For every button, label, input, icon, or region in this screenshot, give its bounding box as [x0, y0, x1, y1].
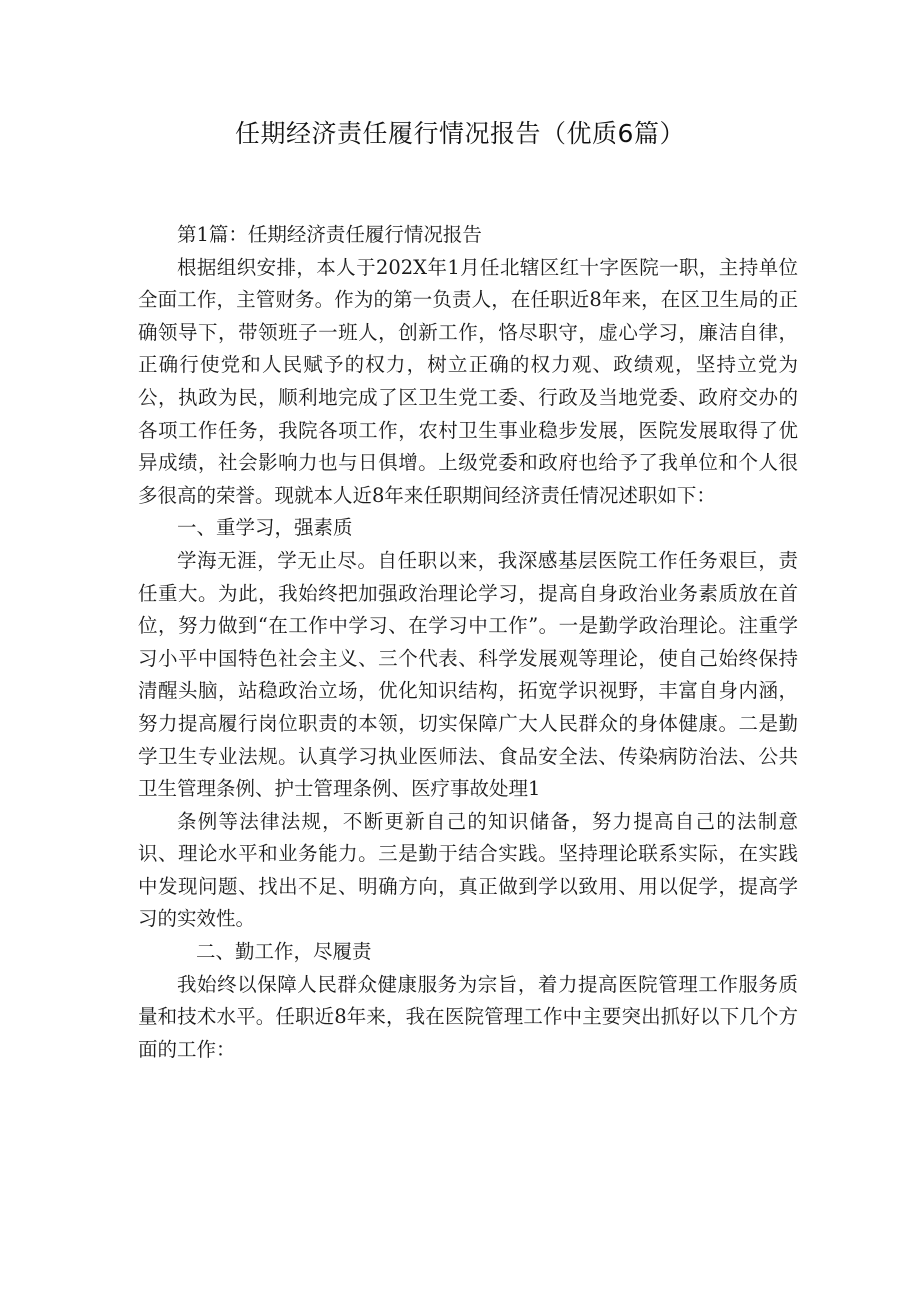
heading-study: 一、重学习，强素质 [177, 516, 353, 540]
paragraph-2: 学海无涯，学无止尽。自任职以来，我深感基层医院工作任务艰巨，责任重大。为此，我始终把加强政治理论学习，提高自身政治业务素质放在首位，努力做到“在工作中学习、在学习中工作”。一是勤学政治理论。注重学习小平中国特色社会主义、三个代表、科学发展观等理论，使自己始终保持清醒头脑，站稳政治立场，优化知识结构，拓宽学识视野，丰富自身内涵，努力提高履行岗位职责的本领，切实保障广大人民群众的身体健康。二是勤学卫生专业法规。认真学习执业医师法、食品安全法、传染病防治法、公共卫生管理条例、护士管理条例、医疗事故处理1 [138, 548, 798, 801]
section-title: 第1篇：任期经济责任履行情况报告 [177, 223, 482, 246]
paragraph-3: 条例等法律法规，不断更新自己的知识储备，努力提高自己的法制意识、理论水平和业务能力。三是勤于结合实践。坚持理论联系实际，在实践中发现问题、找出不足、明确方向，真正做到学以致用、用以促学，提高学习的实效性。 [138, 809, 798, 931]
paragraph-1: 根据组织安排，本人于202X年1月任北辖区红十字医院一职，主持单位全面工作，主管财务。作为的第一负责人，在任职近8年来，在区卫生局的正确领导下，带领班子一班人，创新工作，恪尽职守，虚心学习，廉洁自律，正确行使党和人民赋予的权力，树立正确的权力观、政绩观，坚持立党为公，执政为民，顺利地完成了区卫生党工委、行政及当地党委、政府交办的各项工作任务，我院各项工作，农村卫生事业稳步发展，医院发展取得了优异成绩，社会影响力也与日俱增。上级党委和政府也给予了我单位和个人很多很高的荣誉。现就本人近8年来任职期间经济责任情况述职如下： [138, 255, 798, 507]
document-title: 任期经济责任履行情况报告（优质6篇） [235, 119, 685, 148]
document-body [138, 219, 798, 1066]
heading-work: 二、勤工作，尽履责 [196, 940, 372, 964]
paragraph-4: 我始终以保障人民群众健康服务为宗旨，着力提高医院管理工作服务质量和技术水平。任职近8年来，我在医院管理工作中主要突出抓好以下几个方面的工作： [138, 972, 798, 1061]
